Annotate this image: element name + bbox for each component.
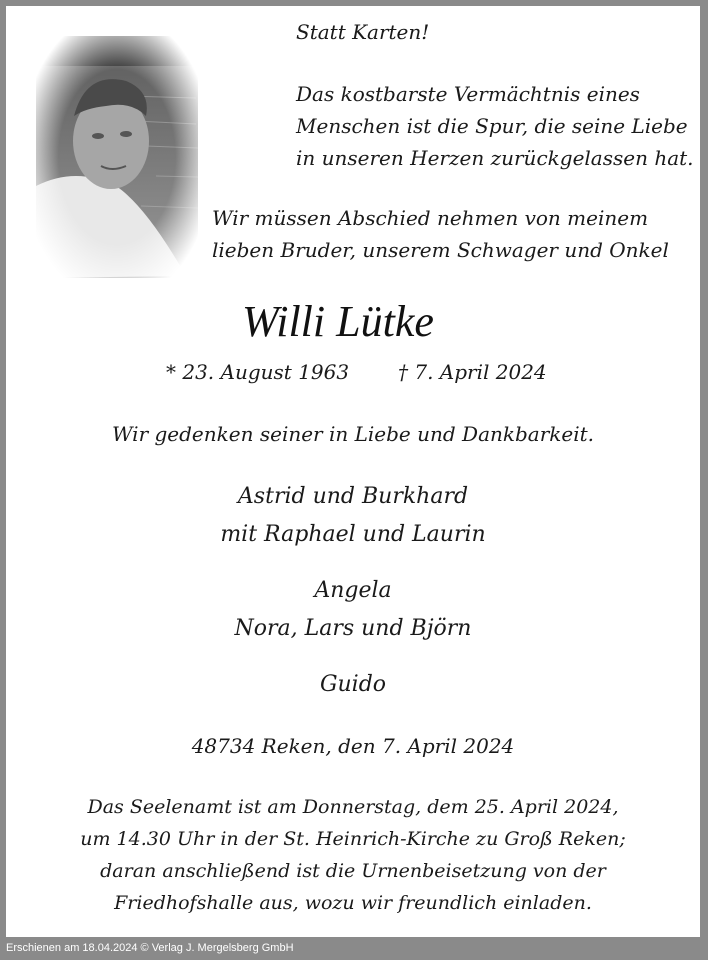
portrait-photo (36, 36, 198, 278)
service-line-1: Das Seelenamt ist am Donnerstag, dem 25. April 2024, (87, 796, 619, 818)
intro-line-2: lieben Bruder, unserem Schwager und Onkel (212, 238, 669, 262)
birth-date: * 23. August 1963 (166, 360, 350, 384)
quote-line-2: Menschen ist die Spur, die seine Liebe (296, 114, 688, 138)
mourner-line-4: Nora, Lars und Björn (234, 616, 472, 641)
mourner-line-2: mit Raphael und Laurin (220, 522, 486, 547)
remembrance-text: Wir gedenken seiner in Liebe und Dankbarkeit. (111, 422, 595, 446)
intro-line-1: Wir müssen Abschied nehmen von meinem (212, 206, 649, 230)
deceased-name: Willi Lütke (242, 297, 434, 346)
mourner-line-5: Guido (319, 672, 387, 697)
death-date: † 7. April 2024 (398, 360, 547, 384)
obituary-card (6, 6, 700, 937)
service-line-2: um 14.30 Uhr in der St. Heinrich-Kirche zu Groß Reken; (80, 828, 626, 850)
service-line-4: Friedhofshalle aus, wozu wir freundlich einladen. (114, 892, 592, 914)
publication-footer: Erschienen am 18.04.2024 © Verlag J. Mergelsberg GmbH (6, 942, 294, 954)
quote-line-1: Das kostbarste Vermächtnis eines (296, 82, 640, 106)
greeting: Statt Karten! (296, 20, 430, 44)
service-line-3: daran anschließend ist die Urnenbeisetzung von der (100, 860, 606, 882)
mourner-line-1: Astrid und Burkhard (237, 484, 469, 509)
place-date: 48734 Reken, den 7. April 2024 (191, 734, 515, 758)
quote-line-3: in unseren Herzen zurückgelassen hat. (296, 146, 694, 170)
mourner-line-3: Angela (314, 578, 392, 603)
